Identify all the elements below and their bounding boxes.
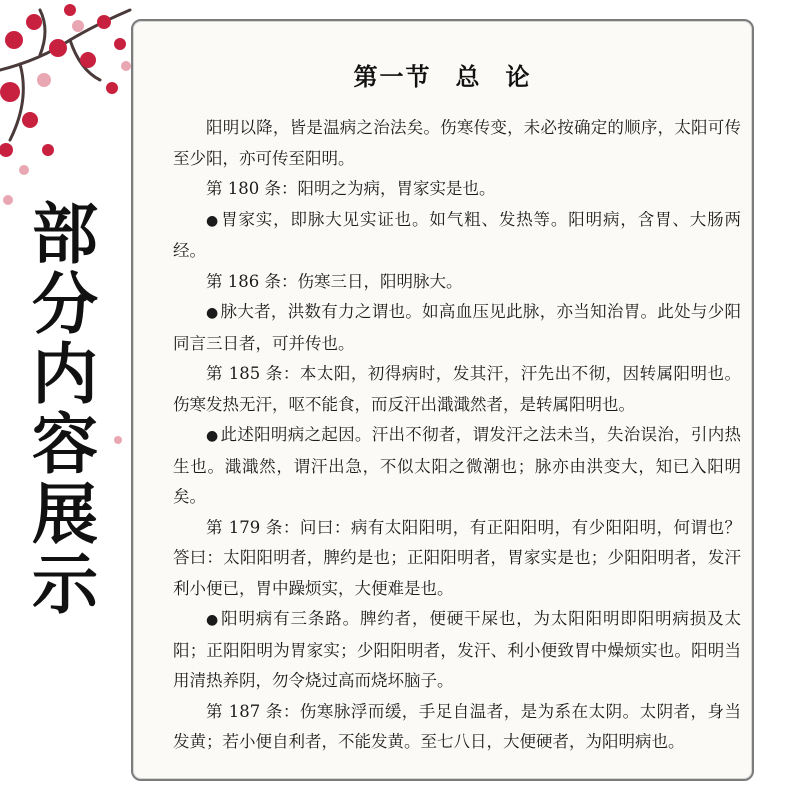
title-part: 论 xyxy=(505,62,532,91)
paragraph-text: 阳明以降，皆是温病之治法矣。伤寒传变，未必按确定的顺序，太阳可传至少阳，亦可传至阳明。 xyxy=(173,118,741,168)
label-char: 容 xyxy=(32,406,98,483)
title-part: 总 xyxy=(455,62,482,91)
label-char: 内 xyxy=(32,336,98,413)
text-paragraph xyxy=(173,697,741,758)
paragraph-text: 脉大者，洪数有力之谓也。如高血压见此脉，亦当知治胃。此处与少阳同言三日者，可并传也。 xyxy=(173,302,741,353)
commentary-paragraph xyxy=(173,205,741,267)
bullet-icon: ● xyxy=(206,428,219,444)
bullet-icon: ● xyxy=(206,305,219,321)
label-char: 部 xyxy=(32,196,98,273)
page-title xyxy=(133,57,752,92)
text-paragraph xyxy=(173,513,741,605)
paragraph-text: 胃家实，即脉大见实证也。如气粗、发热等。阳明病，含胃、大肠两经。 xyxy=(173,209,741,260)
paragraph-text: 第 179 条：问曰：病有太阳阳明，有正阳阳明，有少阳阳明，何谓也？答曰：太阳阳明者，脾约是也；正阳阳明者，胃家实是也；少阳阳明者，发汗利小便已，胃中躁烦实，大便难是也。 xyxy=(173,517,741,598)
label-char: 展 xyxy=(32,476,98,553)
text-paragraph xyxy=(173,267,741,298)
paragraph-text: 阳明病有三条路。脾约者，便硬干屎也，为太阳阳明即阳明病损及太阳；正阳阳明为胃家实；少阳阳明者，发汗、利小便致胃中燥烦实也。阳明当用清热养阴，勿令烧过高而烧坏脑子。 xyxy=(173,609,741,690)
bullet-icon: ● xyxy=(206,612,220,628)
page-body-text xyxy=(173,113,741,758)
paragraph-text: 此述阳明病之起因。汗出不彻者，谓发汗之法未当，失治误治，引内热生也。濈濈然，谓汗出急，不似太阳之微潮也；脉亦由洪变大，知已入阳明矣。 xyxy=(173,425,741,506)
commentary-paragraph xyxy=(173,604,741,697)
paragraph-text: 第 187 条：伤寒脉浮而缓，手足自温者，是为系在太阴。太阴者，身当发黄；若小便自利者，不能发黄。至七八日，大便硬者，为阳明病也。 xyxy=(173,701,741,751)
section-label-vertical xyxy=(24,196,106,623)
book-page-card xyxy=(131,19,754,781)
text-paragraph xyxy=(173,113,741,174)
label-char: 示 xyxy=(32,546,98,623)
bullet-icon: ● xyxy=(206,212,220,229)
commentary-paragraph xyxy=(173,297,741,359)
paragraph-text: 第 185 条：本太阳，初得病时，发其汗，汗先出不彻，因转属阳明也。伤寒发热无汗，呕不能食，而反汗出濈濈然者，是转属阳明也。 xyxy=(173,364,741,414)
title-part: 第一节 xyxy=(353,62,432,91)
label-char: 分 xyxy=(32,266,98,343)
paragraph-text: 第 180 条：阳明之为病，胃家实是也。 xyxy=(206,179,496,198)
commentary-paragraph xyxy=(173,420,741,513)
text-paragraph xyxy=(173,174,741,205)
text-paragraph xyxy=(173,359,741,420)
paragraph-text: 第 186 条：伤寒三日，阳明脉大。 xyxy=(206,271,463,291)
